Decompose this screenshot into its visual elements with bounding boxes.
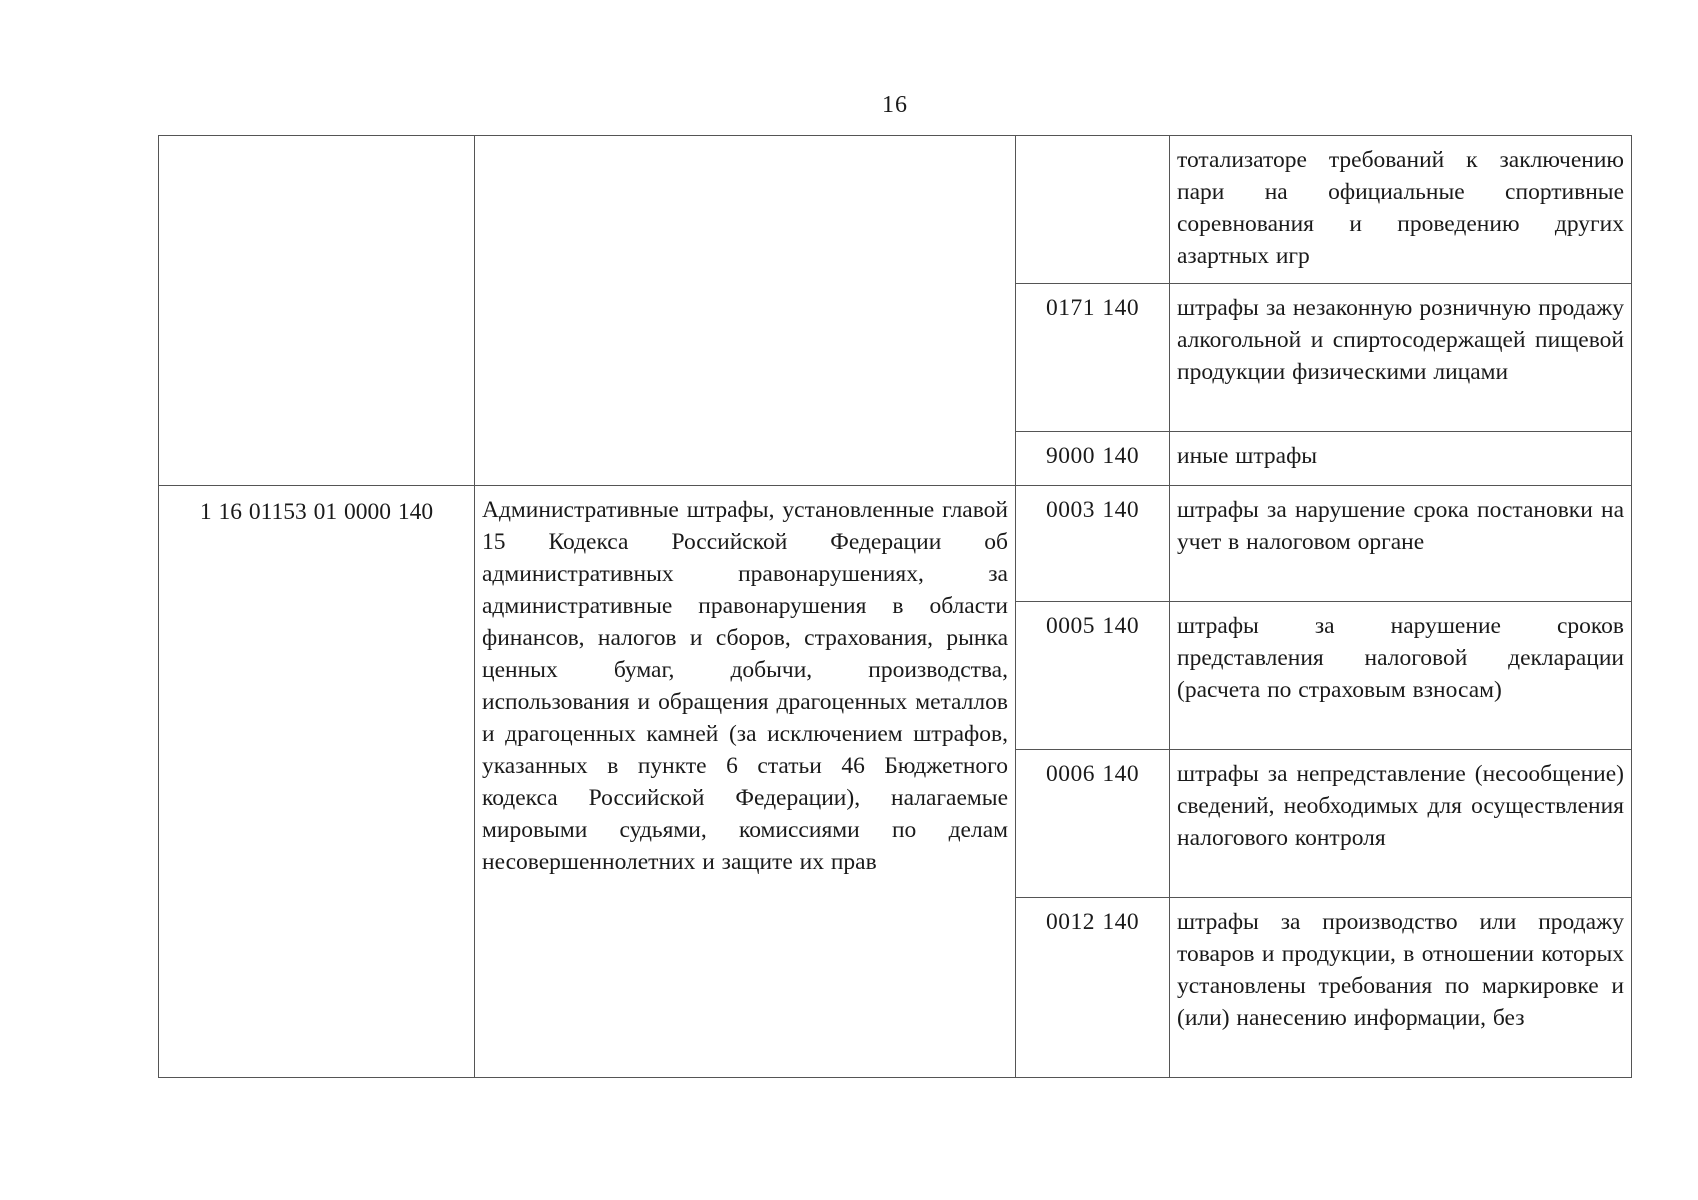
sub-code-cell: 0005 140 xyxy=(1016,602,1170,750)
sub-description-cell: иные штрафы xyxy=(1170,432,1632,486)
sub-description-cell: штрафы за непредставление (несообщение) сведений, необходимых для осуществления налогового контроля xyxy=(1170,750,1632,898)
sub-code-cell: 0012 140 xyxy=(1016,898,1170,1078)
sub-code-cell: 9000 140 xyxy=(1016,432,1170,486)
page-number: 16 xyxy=(882,92,908,118)
sub-description-cell: штрафы за незаконную розничную продажу алкогольной и спиртосодержащей пищевой продукции физическими лицами xyxy=(1170,284,1632,432)
sub-description-cell: штрафы за нарушение срока постановки на учет в налоговом органе xyxy=(1170,486,1632,602)
sub-code-cell: 0006 140 xyxy=(1016,750,1170,898)
table-row xyxy=(159,136,1632,284)
sub-code-cell: 0003 140 xyxy=(1016,486,1170,602)
sub-description-cell: тотализаторе требований к заключению пари на официальные спортивные соревнования и проведению других азартных игр xyxy=(1170,136,1632,284)
description-cell xyxy=(475,136,1016,486)
sub-code-cell xyxy=(1016,136,1170,284)
description-cell: Административные штрафы, установленные главой 15 Кодекса Российской Федерации об административных правонарушениях, за административные правонарушения в области финансов, налогов и сборов, страхования, рынка ценных бумаг, добычи, производства, использования и обращения драгоценных металлов и драгоценных камней (за исключением штрафов, указанных в пункте 6 статьи 46 Бюджетного кодекса Российской Федерации), налагаемые мировыми судьями, комиссиями по делам несовершеннолетних и защите их прав xyxy=(475,486,1016,1078)
table-row xyxy=(159,486,1632,602)
sub-description-cell: штрафы за нарушение сроков представления налоговой декларации (расчета по страховым взносам) xyxy=(1170,602,1632,750)
kbk-cell: 1 16 01153 01 0000 140 xyxy=(159,486,475,1078)
kbk-cell xyxy=(159,136,475,486)
sub-code-cell: 0171 140 xyxy=(1016,284,1170,432)
sub-description-cell: штрафы за производство или продажу товаров и продукции, в отношении которых установлены требования по маркировке и (или) нанесению информации, без xyxy=(1170,898,1632,1078)
budget-codes-table xyxy=(158,135,1632,1078)
